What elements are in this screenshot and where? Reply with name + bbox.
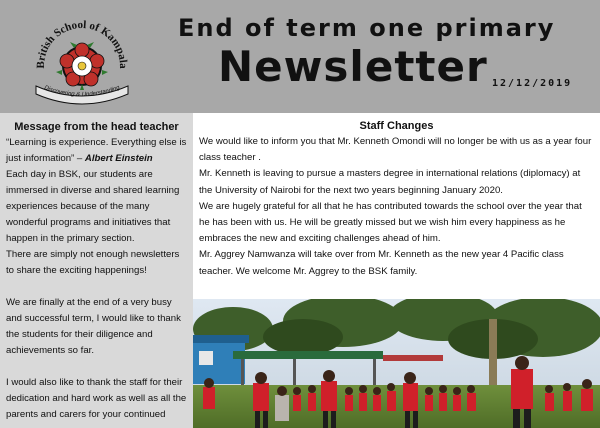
staff-changes-heading: Staff Changes <box>359 120 434 132</box>
students-photo <box>193 299 600 428</box>
quote-text: “Learning is experience. Everything else is just information” – <box>6 137 187 164</box>
staff-changes-paragraph: We would like to inform you that Mr. Kenneth Omondi will no longer be with us as a year four class teacher . <box>199 136 592 164</box>
staff-changes-section <box>193 113 600 299</box>
head-message-paragraph: We are finally at the end of a very busy and successful term, I would like to thank the students for their diligence and achievements so far. <box>6 297 181 356</box>
newsletter-title: Newsletter <box>218 42 488 91</box>
newsletter-title-line1: End of term one primary <box>178 14 556 42</box>
logo-motto: Discovering & Understanding <box>43 85 121 99</box>
einstein-quote <box>6 135 187 167</box>
staff-changes-paragraph: We are hugely grateful for all that he has contributed towards the school over the year that he has been with us. He will be greatly missed but we wish him every happiness as he embraces the new and exciting challenges ahead of him. <box>199 200 582 245</box>
staff-changes-paragraph: Mr. Kenneth is leaving to pursue a masters degree in international relations (diplomacy) at the University of Nairobi for the next two years beginning January 2020. <box>199 168 581 196</box>
head-message-paragraph: Each day in BSK, our students are immersed in diverse and shared learning experiences because of the many wonderful programs and initiatives that happen in the primary section. <box>6 169 180 244</box>
school-logo-icon <box>24 8 140 108</box>
head-message-heading: Message from the head teacher <box>14 121 179 133</box>
logo-school-name: British School of Kampala <box>34 18 130 69</box>
newsletter-header <box>0 0 600 113</box>
quote-author: Albert Einstein <box>84 153 153 164</box>
head-message-paragraph: I would also like to thank the staff for their dedication and hard work as well as all the parents and carers for your continued <box>6 377 187 420</box>
staff-changes-paragraph: Mr. Aggrey Namwanza will take over from Mr. Kenneth as the new year 4 Pacific class teacher. We welcome Mr. Aggrey to the BSK family. <box>199 249 564 277</box>
newsletter-date: 12/12/2019 <box>492 78 573 89</box>
head-message-paragraph: There are simply not enough newsletters to share the exciting happenings! <box>6 249 180 276</box>
head-teacher-message <box>0 113 193 428</box>
